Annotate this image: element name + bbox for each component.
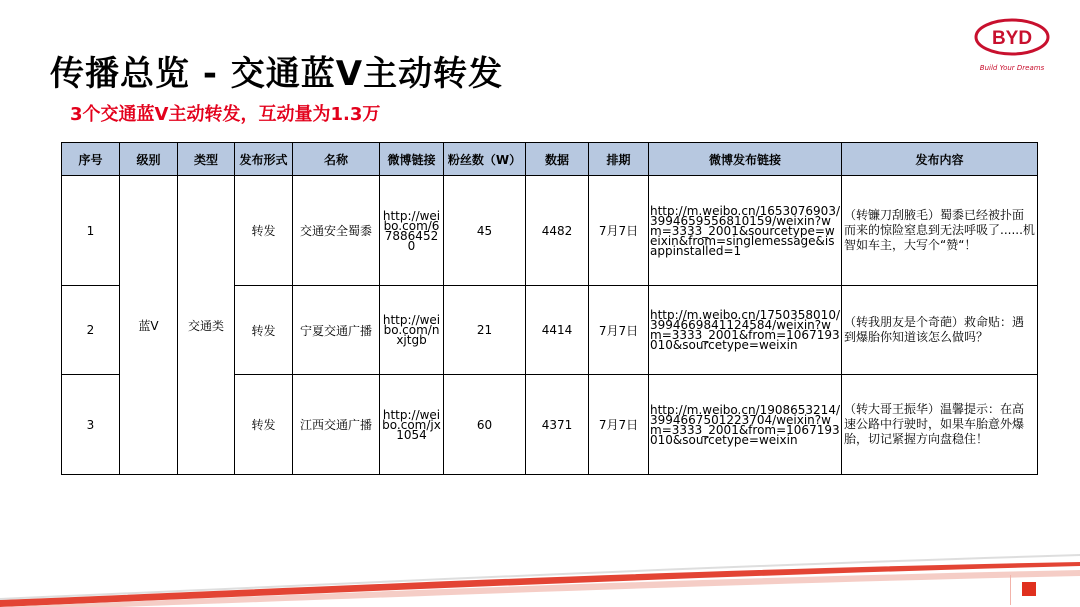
row-no: 3 [62, 375, 120, 475]
page-title: 传播总览 - 交通蓝V主动转发 [50, 54, 504, 94]
row-name: 江西交通广播 [293, 375, 380, 475]
row-weibo-link[interactable]: http://weibo.com/678864520 [380, 176, 444, 286]
col-header-level: 级别 [120, 143, 178, 176]
row-weibo-link[interactable]: http://weibo.com/jx1054 [380, 375, 444, 475]
col-header-content: 发布内容 [842, 143, 1038, 176]
row-no: 2 [62, 286, 120, 375]
row-fans: 60 [444, 375, 526, 475]
row-data: 4482 [526, 176, 589, 286]
col-header-fans: 粉丝数（W） [444, 143, 526, 176]
corner-square-icon [1022, 582, 1036, 596]
page-subtitle: 3个交通蓝V主动转发，互动量为1.3万 [70, 104, 381, 125]
row-content: （转大哥王振华）温馨提示：在高速公路中行驶时，如果车胎意外爆胎，切记紧握方向盘稳住！ [842, 375, 1038, 475]
row-content: （转我朋友是个奇葩）救命贴：遇到爆胎你知道该怎么做吗？ [842, 286, 1038, 375]
row-data: 4414 [526, 286, 589, 375]
decorative-swoosh [0, 540, 1080, 607]
row-post-link[interactable]: http://m.weibo.cn/1750358010/3994669841124584/weixin?wm=3333_2001&from=1067193010&sourcetype=weixin [649, 286, 842, 375]
row-weibo-link[interactable]: http://weibo.com/nxjtgb [380, 286, 444, 375]
row-form: 转发 [235, 375, 293, 475]
brand-tagline: Build Your Dreams [979, 64, 1045, 72]
row-no: 1 [62, 176, 120, 286]
row-data: 4371 [526, 375, 589, 475]
table-header-row [62, 143, 1038, 176]
row-date: 7月7日 [589, 176, 649, 286]
row-name: 交通安全蜀黍 [293, 176, 380, 286]
col-header-name: 名称 [293, 143, 380, 176]
col-header-weibo-link: 微博链接 [380, 143, 444, 176]
level-cell: 蓝V [120, 176, 178, 475]
col-header-type: 类型 [178, 143, 235, 176]
table-row [62, 176, 1038, 286]
category-cell: 交通类 [178, 176, 235, 475]
row-post-link[interactable]: http://m.weibo.cn/1908653214/3994667501223704/weixin?wm=3333_2001&from=1067193010&sourcetype=weixin [649, 375, 842, 475]
row-name: 宁夏交通广播 [293, 286, 380, 375]
row-form: 转发 [235, 286, 293, 375]
col-header-date: 排期 [589, 143, 649, 176]
byd-logo [974, 18, 1050, 56]
row-fans: 21 [444, 286, 526, 375]
row-date: 7月7日 [589, 286, 649, 375]
logo-text: BYD [991, 28, 1033, 49]
row-date: 7月7日 [589, 375, 649, 475]
col-header-form: 发布形式 [235, 143, 293, 176]
row-post-link[interactable]: http://m.weibo.cn/1653076903/3994659556810159/weixin?wm=3333_2001&sourcetype=weixin&from=singlemessage&isappinstalled=1 [649, 176, 842, 286]
col-header-no: 序号 [62, 143, 120, 176]
corner-divider [1010, 575, 1011, 605]
col-header-post-link: 微博发布链接 [649, 143, 842, 176]
row-fans: 45 [444, 176, 526, 286]
col-header-data: 数据 [526, 143, 589, 176]
row-form: 转发 [235, 176, 293, 286]
row-content: （转镰刀刮腋毛）蜀黍已经被扑面而来的惊险窒息到无法呼吸了......机智如车主，大写个“赞“！ [842, 176, 1038, 286]
forwarding-table [61, 142, 1038, 475]
